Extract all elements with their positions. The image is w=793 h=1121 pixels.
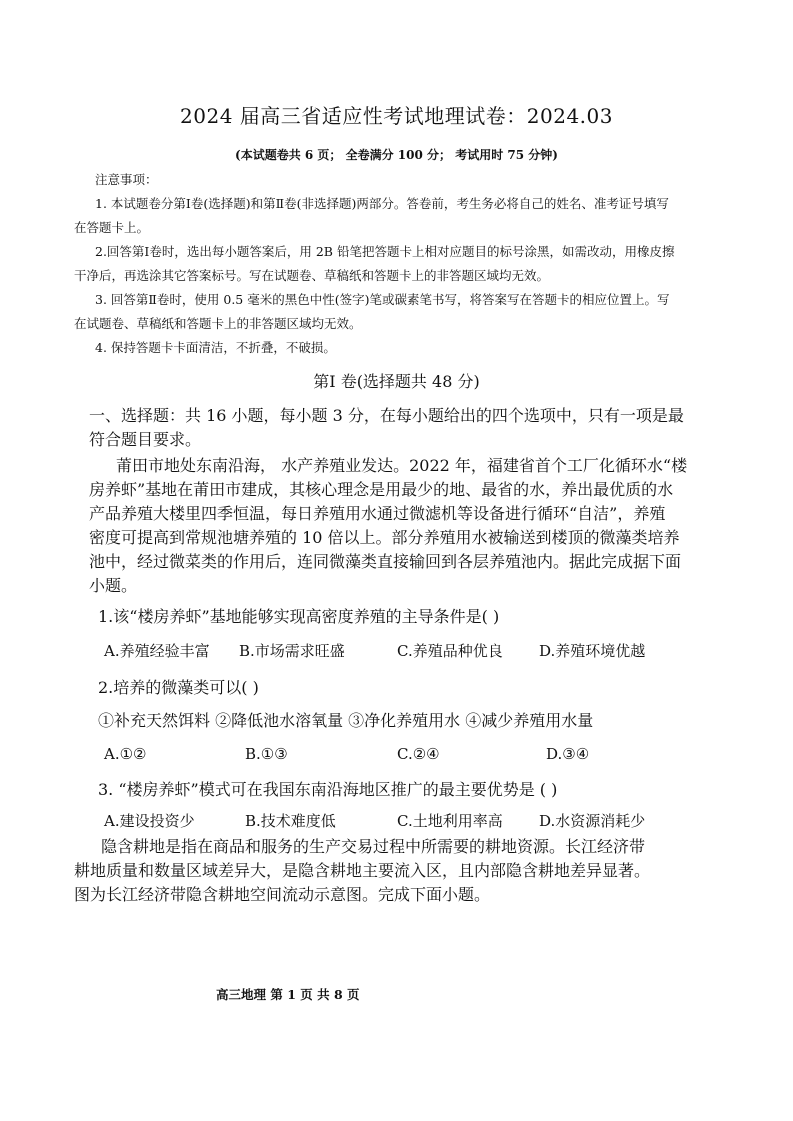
notes-heading: 注意事项：: [95, 172, 158, 187]
option-c: C.土地利用率高: [397, 812, 503, 830]
passage-line: 池中，经过微菜类的作用后，连同微藻类直接输回到各层养殖池内。据此完成据下面: [89, 552, 682, 571]
option-b: B.市场需求旺盛: [239, 642, 345, 660]
note-line: 2.回答第Ⅰ卷时，选出每小题答案后，用 2B 铅笔把答题卡上相对应题目的标号涂黑，如需改动，用橡皮擦: [95, 244, 675, 259]
note-line: 干净后，再选涂其它答案标号。写在试题卷、草稿纸和答题卡上的非答题区域均无效。: [74, 268, 550, 283]
option-d: D.③④: [546, 745, 590, 763]
passage-line: 产品养殖大楼里四季恒温，每日养殖用水通过微滤机等设备进行循环“自洁”，养殖: [89, 504, 666, 523]
exam-meta: (本试题卷共 6 页； 全卷满分 100 分； 考试用时 75 分钟): [235, 148, 558, 162]
passage-line: 耕地质量和数量区域差异大，是隐含耕地主要流入区，且内部隐含耕地差异显著。: [74, 861, 651, 880]
page-title: 2024 届高三省适应性考试地理试卷：2024.03: [180, 104, 613, 128]
option-b: B.①③: [245, 745, 288, 763]
note-line: 1. 本试题卷分第Ⅰ卷(选择题)和第Ⅱ卷(非选择题)两部分。答卷前，考生务必将自己的姓名、准考证号填写: [95, 196, 669, 211]
note-line: 4. 保持答题卡卡面清洁，不折叠，不破损。: [95, 340, 336, 355]
option-a: A.养殖经验丰富: [104, 642, 210, 660]
passage-line: 小题。: [89, 576, 138, 595]
option-a: A.①②: [104, 745, 147, 763]
note-line: 在答题卡上。: [74, 220, 150, 235]
option-a: A.建设投资少: [104, 812, 195, 830]
passage-line: 莆田市地处东南沿海， 水产养殖业发达。2022 年，福建省首个工厂化循环水“楼: [116, 456, 688, 475]
option-d: D.水资源消耗少: [539, 812, 646, 830]
passage-line: 房养虾”基地在莆田市建成，其核心理念是用最少的地、最省的水，养出最优质的水: [89, 480, 674, 499]
note-line: 在试题卷、草稿纸和答题卡上的非答题区域均无效。: [74, 316, 362, 331]
question-statements: ①补充天然饵料 ②降低池水溶氧量 ③净化养殖用水 ④减少养殖用水量: [98, 711, 594, 730]
instructions-line: 一、选择题：共 16 小题，每小题 3 分，在每小题给出的四个选项中，只有一项是最: [89, 406, 684, 425]
page-footer: 高三地理 第 1 页 共 8 页: [216, 987, 360, 1002]
instructions-line: 符合题目要求。: [89, 430, 202, 449]
question-stem: 2.培养的微藻类可以( ): [98, 678, 259, 697]
question-stem: 3. “楼房养虾”模式可在我国东南沿海地区推广的最主要优势是 ( ): [98, 780, 558, 799]
passage-line: 图为长江经济带隐含耕地空间流动示意图。完成下面小题。: [74, 885, 491, 904]
option-d: D.养殖环境优越: [539, 642, 646, 660]
passage-line: 密度可提高到常规池塘养殖的 10 倍以上。部分养殖用水被输送到楼顶的微藻类培养: [89, 528, 680, 547]
question-stem: 1.该“楼房养虾”基地能够实现高密度养殖的主导条件是( ): [98, 607, 500, 626]
option-c: C.②④: [397, 745, 440, 763]
option-b: B.技术难度低: [245, 812, 336, 830]
note-line: 3. 回答第Ⅱ卷时，使用 0.5 毫米的黑色中性(签字)笔或碳素笔书写，将答案写在答题卡的相应位置上。写: [95, 292, 670, 307]
passage-line: 隐含耕地是指在商品和服务的生产交易过程中所需要的耕地资源。长江经济带: [101, 837, 646, 856]
section-heading: 第Ⅰ 卷(选择题共 48 分): [313, 372, 480, 391]
option-c: C.养殖品种优良: [397, 642, 503, 660]
